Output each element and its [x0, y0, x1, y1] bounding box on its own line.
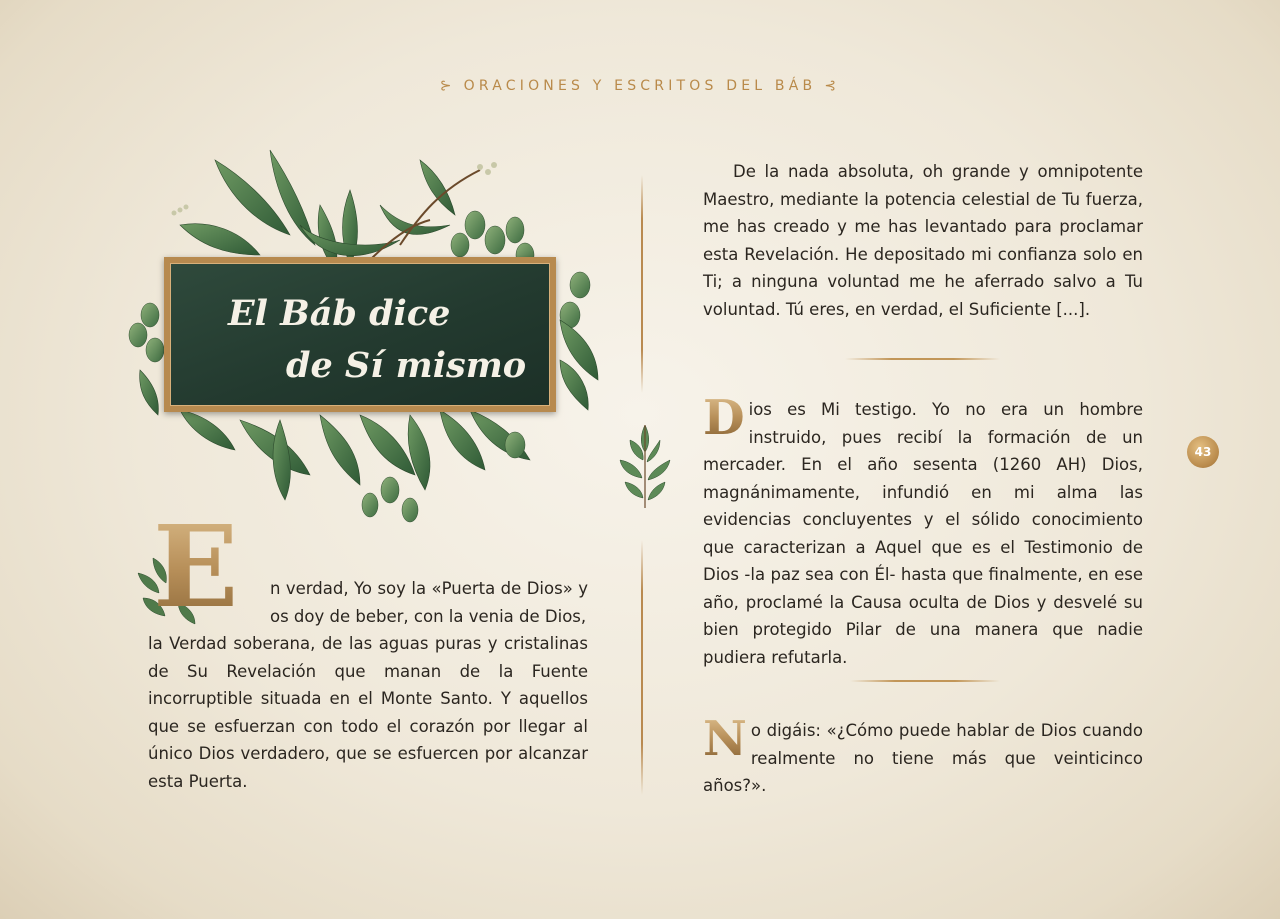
dropcap-letter-n: N: [703, 711, 747, 767]
header-ornament-left-icon: ⊱: [439, 78, 456, 94]
right-paragraph-3-text: o digáis: «¿Cómo puede hablar de Dios cuando realmente no tiene más que veinticinco años?».: [703, 721, 1143, 795]
title-chalkboard: [164, 257, 556, 412]
dropcap-letter-d: D: [703, 390, 745, 446]
left-paragraph-opening: n verdad, Yo soy la «Puerta de Dios» y os doy de beber, con la venia de Dios,: [270, 579, 588, 626]
running-header: [0, 78, 1280, 94]
header-title: ORACIONES Y ESCRITOS DEL BÁB: [463, 78, 817, 94]
dropcap-letter-e: E: [153, 502, 239, 633]
right-paragraph-2-text: ios es Mi testigo. Yo no era un hombre instruido, pues recibí la formación de un mercader. En el año sesenta (1260 AH) Dios, magnánimamente, infundió en mi alma las evidencias concluyentes y el sólido conocimiento que caracterizan a Aquel que es el Testimonio de Dios -la paz sea con Él- hasta que finalmente, en ese año, proclamé la Causa oculta de Dios y desvelé su bien protegido Pilar de una manera que nadie pudiera refutarla.: [703, 400, 1143, 667]
chalkboard-title-line-1: El Báb dice: [228, 293, 451, 334]
right-paragraph-2: [703, 390, 1143, 671]
chalkboard-title-line-2: de Sí mismo: [286, 345, 527, 386]
dropcap-e-with-leaves: [133, 502, 248, 633]
page-number-badge: 43: [1187, 436, 1219, 468]
section-separator-1: [845, 358, 1000, 360]
right-paragraph-3: [703, 711, 1143, 800]
column-divider-top: [641, 175, 643, 393]
section-separator-2: [850, 680, 1000, 682]
sprig-ornament-icon: [610, 420, 680, 510]
left-paragraph-body: la Verdad soberana, de las aguas puras y cristalinas de Su Revelación que manan de la Fuente incorruptible situada en el Monte Santo. Y aquellos que se esfuerzan con todo el corazón por llegar al único Dios verdadero, que se esfuercen por alcanzar esta Puerta.: [148, 634, 588, 791]
right-paragraph-1: De la nada absoluta, oh grande y omnipotente Maestro, mediante la potencia celestial de Tu fuerza, me has creado y me has levantado para proclamar esta Revelación. He depositado mi confianza solo en Ti; a ninguna voluntad me he aferrado salvo a Tu voluntad. Tú eres, en verdad, el Suficiente [...].: [703, 162, 1143, 319]
column-divider-bottom: [641, 540, 643, 795]
header-ornament-right-icon: ⊰: [824, 78, 841, 94]
